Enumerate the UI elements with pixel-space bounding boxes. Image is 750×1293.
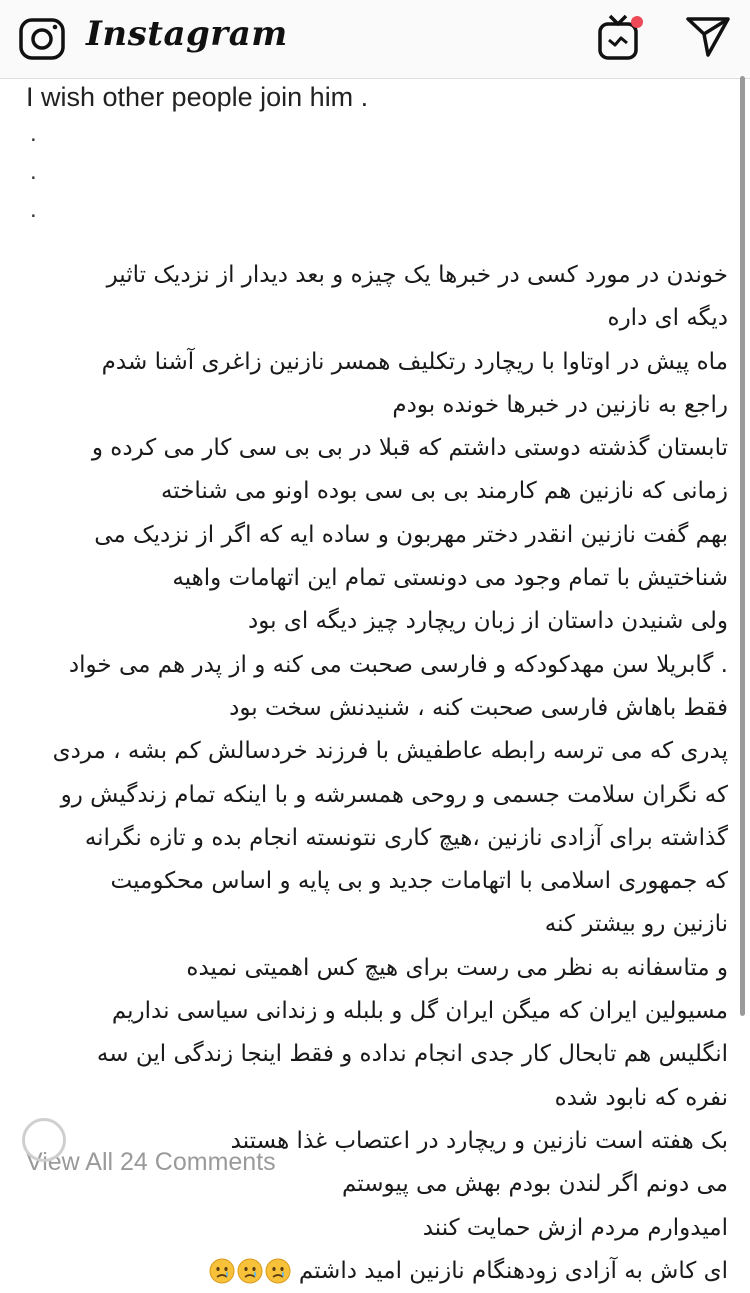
caption-line: ولی شنیدن داستان از زبان ریچارد چیز دیگه ای بود: [247, 608, 728, 635]
caption-line: نازنین رو بیشتر کنه: [544, 911, 728, 938]
caption-dot: .: [30, 120, 37, 147]
caption-line: که نگران سلامت جسمی و روحی همسرشه و با اینکه تمام زندگیش رو: [60, 781, 728, 808]
crying-face-emoji: [209, 1258, 235, 1284]
caption-line: خوندن در مورد کسی در خبرها یک چیزه و بعد دیدار از نزدیک تاثیر: [106, 262, 728, 288]
view-all-comments-link[interactable]: View All 24 Comments: [26, 1148, 276, 1176]
caption-line: . گابریلا سن مهدکودکه و فارسی صحبت می کنه و از پدر هم می خواد: [68, 651, 728, 678]
camera-icon[interactable]: [18, 17, 66, 61]
caption-dot: .: [30, 158, 37, 185]
caption-line: شناختیش با تمام وجود می دونستی تمام این اتهامات واهیه: [172, 565, 728, 592]
top-navigation-bar: [0, 0, 750, 79]
notification-dot: [631, 16, 643, 28]
caption-line: مسیولین ایران که میگن ایران گل و بلبله و زندانی سیاسی نداریم: [111, 998, 728, 1025]
caption-line: راجع به نازنین در خبرها خونده بودم: [392, 391, 728, 418]
crying-face-emoji: [265, 1258, 291, 1284]
caption-line: فقط باهاش فارسی صحبت کنه ، شنیدنش سخت بود: [229, 694, 728, 721]
caption-line: بهم گفت نازنین انقدر دختر مهربون و ساده ایه که اگر از نزدیک می: [94, 521, 728, 548]
avatar[interactable]: [22, 1118, 66, 1162]
caption-line: پدری که می ترسه رابطه عاطفیش با فرزند خردسالش کم بشه ، مردی: [52, 738, 728, 765]
caption-line: نفره که نابود شده: [554, 1084, 728, 1111]
caption-line: و متاسفانه به نظر می رست برای هیچ کس اهمیتی نمیده: [186, 954, 728, 981]
direct-message-icon[interactable]: [684, 14, 732, 58]
caption-english-line: I wish other people join him .: [26, 82, 369, 112]
instagram-logo: Instagram: [86, 14, 288, 54]
caption-line: بک هفته است نازنین و ریچارد در اعتصاب غذا هستند: [230, 1127, 728, 1154]
caption-line: تابستان گذشته دوستی داشتم که قبلا در بی بی سی کار می کرده و: [91, 435, 728, 462]
caption-line: که جمهوری اسلامی با اتهامات جدید و بی پایه و اساس محکومیت: [110, 868, 728, 895]
caption-last-line: [18, 1250, 728, 1293]
caption-dot: .: [30, 196, 37, 223]
crying-face-emoji: [237, 1258, 263, 1284]
caption-line: گذاشته برای آزادی نازنین ،هیچ کاری نتونسته انجام بده و تازه نگرانه: [84, 824, 728, 851]
caption-line: دیگه ای داره: [607, 305, 728, 332]
post-caption: [0, 78, 750, 1284]
caption-line: می دونم اگر لندن بودم بهش می پیوستم: [342, 1171, 728, 1198]
caption-line: ای کاش به آزادی زودهنگام نازنین امید داشتم: [298, 1257, 728, 1284]
caption-line: زمانی که نازنین هم کارمند بی بی سی بوده اونو می شناخته: [160, 478, 728, 505]
igtv-icon[interactable]: [596, 12, 648, 64]
caption-line: امیدوارم مردم ازش حمایت کنند: [422, 1214, 728, 1241]
caption-line: ماه پیش در اوتاوا با ریچارد رتکلیف همسر نازنین زاغری آشنا شدم: [101, 348, 728, 375]
caption-line: انگلیس هم تابحال کار جدی انجام نداده و فقط اینجا زندگی این سه: [96, 1041, 728, 1068]
scrollbar[interactable]: [740, 76, 745, 1016]
persian-caption-text: [18, 254, 728, 1293]
